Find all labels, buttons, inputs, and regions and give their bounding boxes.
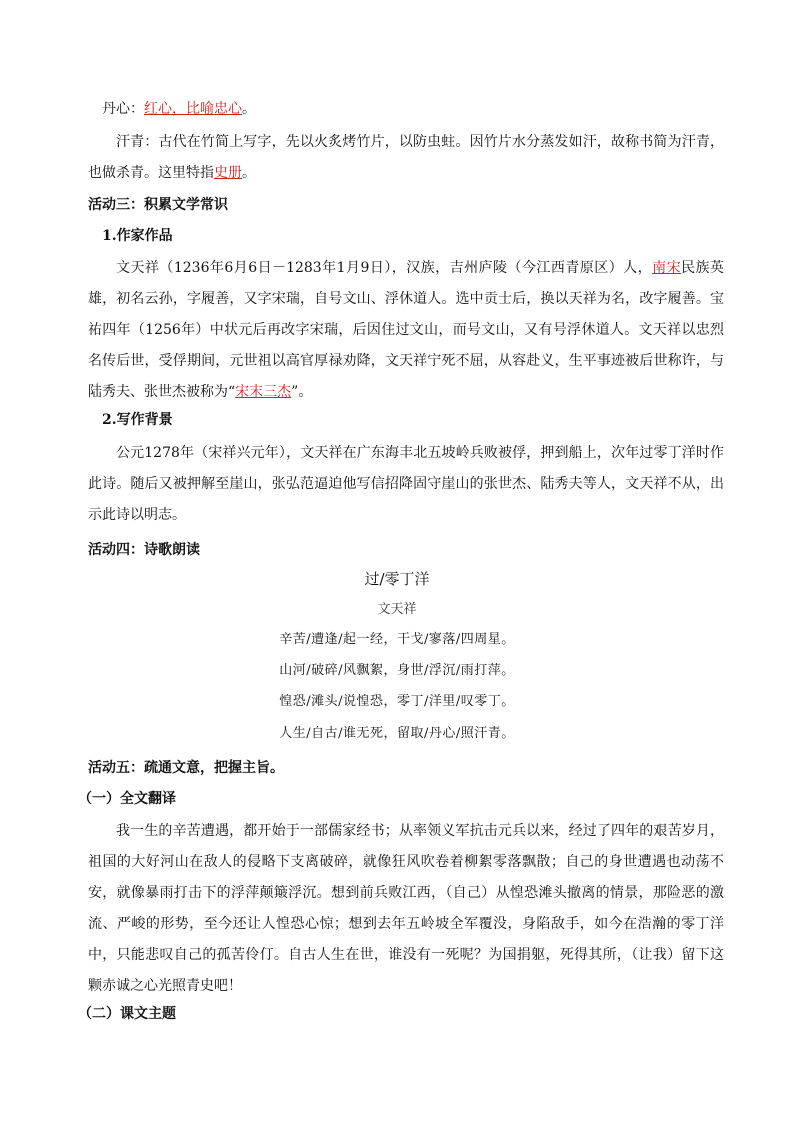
hanqing-text: 汗青：古代在竹简上写字，先以火炙烤竹片，以防虫蛀。因竹片水分蒸发如汗，故称书简为汗青，也做杀青。这里特指 bbox=[88, 134, 724, 181]
author-bio-text-b: 民族英雄，初名云孙，字履善，又字宋瑞，自号文山、浮休道人。选中贡士后，换以天祥为名，改字履善。宝祐四年（1256年）中状元后再改字宋瑞，后因住过文山，而号文山，又有号浮休道人。文天祥以忠烈名传后世，受俘期间，元世祖以高官厚禄劝降，文天祥宁死不屈，从容赴义，生平事迹被后世称许，与陆秀夫、张世杰被称为“ bbox=[88, 260, 725, 400]
poem-line-4: 人生/自古/谁无死，留取/丹心/照汗青。 bbox=[279, 726, 515, 741]
activity5-heading: 活动五：疏通文意，把握主旨。 bbox=[88, 760, 284, 776]
danxin-label: 丹心： bbox=[102, 101, 144, 117]
author-works-subheading: 1.作家作品 bbox=[102, 228, 173, 244]
author-bio-paragraph bbox=[88, 253, 724, 408]
activity4-heading: 活动四：诗歌朗读 bbox=[88, 542, 200, 558]
danxin-suffix: 。 bbox=[242, 101, 256, 117]
theme-subheading: （二）课文主题 bbox=[78, 1006, 176, 1022]
southern-song-link[interactable]: 南宋 bbox=[652, 260, 682, 276]
poem-author: 文天祥 bbox=[377, 602, 417, 617]
danxin-note bbox=[102, 99, 256, 119]
background-paragraph: 公元1278年（宋祥兴元年），文天祥在广东海丰北五坡岭兵败被俘，押到船上，次年过零丁洋时作此诗。随后又被押解至崖山，张弘范逼迫他写信招降固守崖山的张世杰、陆秀夫等人，文天祥不从，出示此诗以明志。 bbox=[88, 445, 724, 523]
translation-subheading: （一）全文翻译 bbox=[78, 791, 176, 807]
danxin-definition-link[interactable]: 红心，比喻忠心 bbox=[144, 101, 242, 117]
poem-title: 过/零丁洋 bbox=[364, 570, 430, 588]
hanqing-history-link[interactable]: 史册 bbox=[214, 165, 242, 181]
activity3-heading: 活动三：积累文学常识 bbox=[88, 197, 228, 213]
translation-paragraph: 我一生的辛苦遭遇，都开始于一部儒家经书；从率领义军抗击元兵以来，经过了四年的艰苦岁月，祖国的大好河山在敌人的侵略下支离破碎，就像狂风吹卷着柳絮零落飘散；自己的身世遭遇也动荡不安，就像暴雨打击下的浮萍颠簸浮沉。想到前兵败江西，（自己）从惶恐滩头撤离的情景，那险恶的激流、严峻的形势，至今还让人惶恐心惊；想到去年五岭坡全军覆没，身陷敌手，如今在浩瀚的零丁洋中，只能悲叹自己的孤苦伶仃。自古人生在世，谁没有一死呢？为国捐躯，死得其所，（让我）留下这颗赤诚之心光照青史吧！ bbox=[88, 823, 724, 994]
three-heroes-link[interactable]: 宋末三杰 bbox=[235, 384, 292, 400]
poem-line-1: 辛苦/遭逢/起一经，干戈/寥落/四周星。 bbox=[279, 632, 515, 647]
hanqing-suffix: 。 bbox=[242, 165, 256, 181]
poem-line-2: 山河/破碎/风飘絮，身世/浮沉/雨打萍。 bbox=[279, 663, 515, 678]
author-bio-text-a: 文天祥（1236年6月6日－1283年1月9日），汉族，吉州庐陵（今江西青原区）人， bbox=[116, 260, 653, 276]
poem-line-3: 惶恐/滩头/说惶恐，零丁/洋里/叹零丁。 bbox=[279, 694, 515, 709]
author-bio-text-c: ”。 bbox=[291, 384, 313, 400]
hanqing-note bbox=[88, 127, 724, 189]
background-subheading: 2.写作背景 bbox=[102, 412, 173, 428]
